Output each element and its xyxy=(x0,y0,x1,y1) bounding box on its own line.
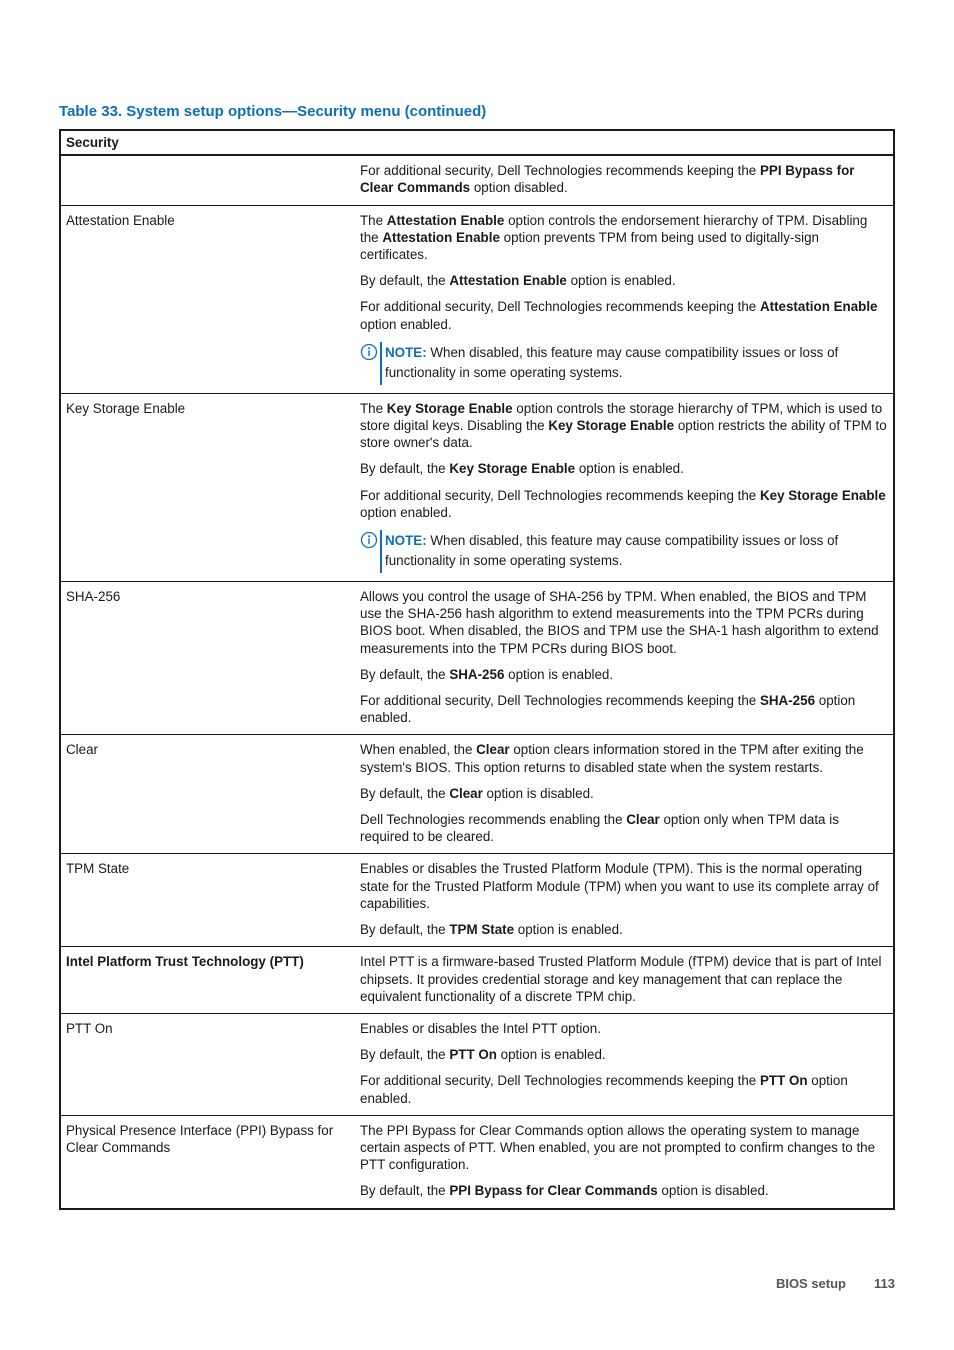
text-run: By default, the xyxy=(360,461,450,477)
option-keyword: TPM State xyxy=(449,922,515,938)
page-number: 113 xyxy=(874,1276,895,1291)
option-name: Physical Presence Interface (PPI) Bypass for Clear Commands xyxy=(60,1115,355,1208)
option-keyword: PTT On xyxy=(449,1047,497,1063)
note-callout xyxy=(360,342,888,385)
text-run: option controls the storage hierarchy of TPM, which is used to store digital keys. Disabling the xyxy=(360,400,883,434)
table-row xyxy=(60,582,894,735)
description-paragraph xyxy=(360,1020,888,1037)
option-keyword: Key Storage Enable xyxy=(449,461,576,477)
security-options-table xyxy=(59,129,895,1210)
text-run: option disabled. xyxy=(470,180,568,196)
text-run: Allows you control the usage of SHA-256 by TPM. When enabled, the BIOS and TPM use the SHA-256 hash algorithm to extend measurements into the TPM PCRs during BIOS boot. When disabled, the BIOS and TPM use the SHA-1 hash algorithm to extend measurements into the TPM PCRs during BIOS boot. xyxy=(360,589,879,656)
description-paragraph xyxy=(360,1182,888,1199)
text-run: option controls the endorsement hierarchy of TPM. Disabling the xyxy=(360,212,868,245)
description-paragraph xyxy=(360,666,888,683)
note-text: When disabled, this feature may cause compatibility issues or loss of functionality in some operating systems. xyxy=(385,533,839,569)
text-run: For additional security, Dell Technologies recommends keeping the xyxy=(360,693,760,709)
text-run: For additional security, Dell Technologies recommends keeping the xyxy=(360,163,760,179)
description-paragraph xyxy=(360,953,888,1005)
option-keyword: Attestation Enable xyxy=(382,229,500,245)
text-run: option enabled. xyxy=(360,693,856,726)
text-run: option is disabled. xyxy=(482,785,594,801)
option-description xyxy=(355,205,894,393)
text-run: By default, the xyxy=(360,666,450,682)
description-paragraph xyxy=(360,460,888,477)
text-run: When enabled, the xyxy=(360,742,477,758)
note-label: NOTE: xyxy=(385,533,427,549)
description-paragraph xyxy=(360,811,888,845)
option-description xyxy=(355,947,894,1014)
description-paragraph xyxy=(360,1122,888,1174)
text-run: option enabled. xyxy=(360,504,452,520)
option-description xyxy=(355,582,894,735)
table-header-security: Security xyxy=(60,130,894,155)
description-paragraph xyxy=(360,860,888,912)
text-run: option clears information stored in the TPM after exiting the system's BIOS. This option returns to disabled state when the system restarts. xyxy=(360,742,864,775)
option-keyword: Clear xyxy=(626,812,660,828)
option-name: TPM State xyxy=(60,854,355,947)
description-paragraph xyxy=(360,1046,888,1063)
option-keyword: Key Storage Enable xyxy=(386,400,513,416)
option-name: Key Storage Enable xyxy=(60,393,355,581)
option-description xyxy=(355,393,894,581)
option-name: Attestation Enable xyxy=(60,205,355,393)
text-run: Intel PTT is a firmware-based Trusted Platform Module (fTPM) device that is part of Intel chipsets. It provides credential storage and key management that can replace the equivalent functionality of a discrete TPM chip. xyxy=(360,954,882,1004)
text-run: option restricts the ability of TPM to store owner's data. xyxy=(360,418,887,451)
text-run: For additional security, Dell Technologies recommends keeping the xyxy=(360,487,760,503)
description-paragraph xyxy=(360,487,888,521)
option-description xyxy=(355,1115,894,1208)
text-run: option is enabled. xyxy=(566,273,676,289)
table-row xyxy=(60,155,894,205)
description-paragraph xyxy=(360,785,888,802)
option-keyword: SHA-256 xyxy=(759,693,816,709)
text-run: option only when TPM data is required to be cleared. xyxy=(360,812,839,845)
option-keyword: SHA-256 xyxy=(449,666,505,682)
info-circle-icon xyxy=(360,342,380,362)
table-row xyxy=(60,393,894,581)
table-row xyxy=(60,205,894,393)
note-text: When disabled, this feature may cause compatibility issues or loss of functionality in some operating systems. xyxy=(385,344,839,380)
info-circle-icon xyxy=(360,530,380,550)
text-run: By default, the xyxy=(360,1183,450,1199)
footer-section-title: BIOS setup xyxy=(775,1276,847,1291)
description-paragraph xyxy=(360,272,888,289)
table-row xyxy=(60,735,894,854)
text-run: option is disabled. xyxy=(657,1183,769,1199)
text-run: option is enabled. xyxy=(504,666,614,682)
option-description xyxy=(355,155,894,205)
note-body xyxy=(380,530,888,573)
option-keyword: Key Storage Enable xyxy=(548,418,675,434)
description-paragraph xyxy=(360,921,888,938)
text-run: option enabled. xyxy=(360,1073,848,1106)
option-description xyxy=(355,854,894,947)
text-run: The xyxy=(360,400,387,416)
table-header-row xyxy=(60,130,894,155)
text-run: The xyxy=(360,212,387,228)
text-run: By default, the xyxy=(360,1047,450,1063)
option-keyword: Attestation Enable xyxy=(759,299,878,315)
option-description xyxy=(355,1013,894,1115)
description-paragraph xyxy=(360,400,888,452)
table-row xyxy=(60,1115,894,1208)
option-name xyxy=(60,155,355,205)
table-row xyxy=(60,947,894,1014)
table-row xyxy=(60,1013,894,1115)
text-run: option is enabled. xyxy=(575,461,684,477)
description-paragraph xyxy=(360,212,888,264)
option-name: SHA-256 xyxy=(60,582,355,735)
page-footer xyxy=(776,1276,895,1291)
text-run: For additional security, Dell Technologies recommends keeping the xyxy=(360,1073,760,1089)
option-keyword: Clear xyxy=(476,742,510,758)
description-paragraph xyxy=(360,162,888,196)
table-body xyxy=(60,155,894,1208)
text-run: option enabled. xyxy=(360,316,452,332)
option-description xyxy=(355,735,894,854)
text-run: By default, the xyxy=(360,273,450,289)
text-run: Enables or disables the Trusted Platform Module (TPM). This is the normal operating state for the Trusted Platform Module (TPM) when you want to use its complete array of capabilities. xyxy=(360,861,879,911)
option-name: Clear xyxy=(60,735,355,854)
text-run: option prevents TPM from being used to digitally-sign certificates. xyxy=(360,229,819,263)
description-paragraph xyxy=(360,1072,888,1106)
description-paragraph xyxy=(360,692,888,726)
note-callout xyxy=(360,530,888,573)
text-run: option is enabled. xyxy=(514,922,623,938)
option-keyword: Attestation Enable xyxy=(386,212,505,228)
text-run: By default, the xyxy=(360,922,450,938)
option-keyword: Clear xyxy=(449,785,483,801)
note-label: NOTE: xyxy=(385,344,427,360)
option-keyword: PTT On xyxy=(759,1073,808,1089)
text-run: Enables or disables the Intel PTT option. xyxy=(360,1020,601,1036)
description-paragraph xyxy=(360,588,888,657)
text-run: By default, the xyxy=(360,785,450,801)
option-name: PTT On xyxy=(60,1013,355,1115)
option-keyword: Attestation Enable xyxy=(449,273,567,289)
option-keyword: PPI Bypass for Clear Commands xyxy=(449,1183,658,1199)
text-run: Dell Technologies recommends enabling the xyxy=(360,812,627,828)
option-keyword: PPI Bypass for Clear Commands xyxy=(360,163,855,196)
option-name: Intel Platform Trust Technology (PTT) xyxy=(60,947,355,1014)
table-caption: Table 33. System setup options—Security menu (continued) xyxy=(59,103,487,120)
description-paragraph xyxy=(360,741,888,775)
text-run: For additional security, Dell Technologies recommends keeping the xyxy=(360,299,760,315)
text-run: The PPI Bypass for Clear Commands option allows the operating system to manage certain aspects of PTT. When enabled, you are not prompted to confirm changes to the PTT configuration. xyxy=(360,1122,876,1173)
table-row xyxy=(60,854,894,947)
note-body xyxy=(380,342,888,385)
description-paragraph xyxy=(360,298,888,332)
text-run: option is enabled. xyxy=(496,1047,606,1063)
option-keyword: Key Storage Enable xyxy=(759,487,886,503)
